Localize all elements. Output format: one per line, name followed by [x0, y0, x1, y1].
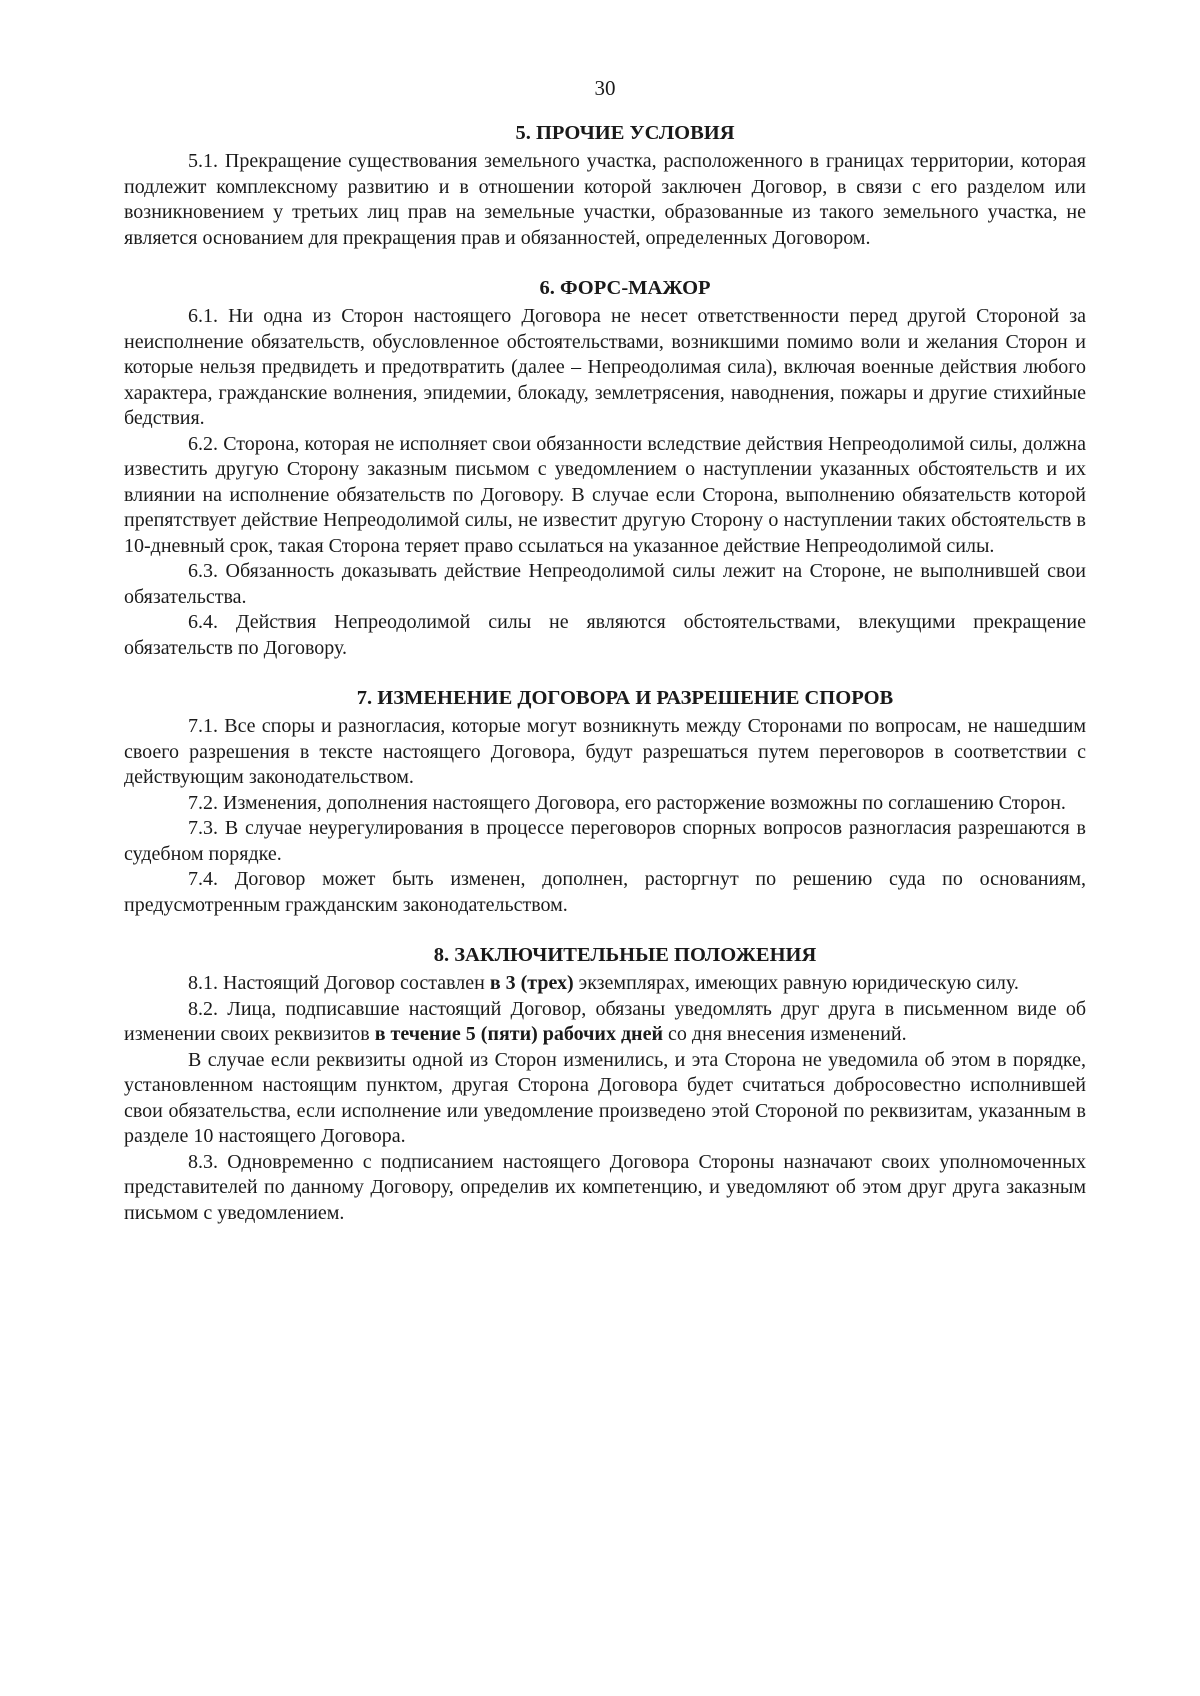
paragraph [124, 610, 1086, 661]
paragraph-text: 7.2. Изменения, дополнения настоящего Договора, его расторжение возможны по соглашению Сторон. [188, 791, 1066, 814]
section [124, 942, 1086, 1226]
paragraph-text: 5.1. Прекращение существования земельного участка, расположенного в границах территории, которая подлежит комплексному развитию и в отношении которой заключен Договор, в связи с его разделом или возникновением у третьих лиц прав на земельные участки, образованные из такого земельного участка, не является основанием для прекращения прав и обязанностей, определенных Договором. [124, 150, 1086, 249]
paragraph-text: 6.1. Ни одна из Сторон настоящего Договора не несет ответственности перед другой Стороной за неисполнение обязательств, обусловленное обстоятельствами, возникшими помимо воли и желания Сторон и которые нельзя предвидеть и предотвратить (далее – Непреодолимая сила), включая военные действия любого характера, гражданские волнения, эпидемии, блокаду, землетрясения, наводнения, пожары и другие стихийные бедствия. [124, 305, 1086, 429]
paragraph [124, 997, 1086, 1048]
paragraph [124, 559, 1086, 610]
paragraph-text: 8.1. Настоящий Договор составлен [188, 972, 490, 994]
paragraph-text: 7.1. Все споры и разногласия, которые могут возникнуть между Сторонами по вопросам, не нашедшим своего разрешения в тексте настоящего Договора, будут разрешаться путем переговоров в соответствии с действующим законодательством. [124, 715, 1086, 788]
paragraph-text: В случае если реквизиты одной из Сторон изменились, и эта Сторона не уведомила об этом в порядке, установленном настоящим пунктом, другая Сторона Договора будет считаться добросовестно исполнившей свои обязательства, если исполнение или уведомление произведено этой Стороной по реквизитам, указанным в разделе 10 настоящего Договора. [124, 1048, 1086, 1147]
paragraph [124, 304, 1086, 432]
paragraph [124, 1150, 1086, 1227]
paragraph [124, 971, 1086, 997]
document-body [124, 120, 1086, 1226]
section-heading: 7. ИЗМЕНЕНИЕ ДОГОВОРА И РАЗРЕШЕНИЕ СПОРОВ [356, 687, 894, 709]
paragraph [124, 1048, 1086, 1150]
section [124, 685, 1086, 918]
bold-text: в 3 (трех) [489, 972, 574, 994]
paragraph [124, 816, 1086, 867]
paragraph-text: 7.3. В случае неурегулирования в процессе переговоров спорных вопросов разногласия разрешаются в судебном порядке. [124, 817, 1086, 865]
paragraph [124, 867, 1086, 918]
paragraph-text: 6.2. Сторона, которая не исполняет свои обязанности вследствие действия Непреодолимой силы, должна известить другую Сторону заказным письмом с уведомлением о наступлении указанных обстоятельств и их влиянии на исполнение обязательств по Договору. В случае если Сторона, выполнению обязательств которой препятствует действие Непреодолимой силы, не известит другую Сторону о наступлении таких обстоятельств в 10-дневный срок, такая Сторона теряет право ссылаться на указанное действие Непреодолимой силы. [124, 432, 1086, 557]
section-heading: 6. ФОРС-МАЖОР [539, 277, 711, 299]
document-page [124, 74, 1086, 1250]
paragraph-text: со дня внесения изменений. [662, 1023, 907, 1045]
paragraph [124, 149, 1086, 251]
section-heading: 8. ЗАКЛЮЧИТЕЛЬНЫЕ ПОЛОЖЕНИЯ [433, 944, 817, 966]
bold-text: в течение 5 (пяти) рабочих дней [374, 1023, 663, 1045]
paragraph-text: 6.3. Обязанность доказывать действие Непреодолимой силы лежит на Стороне, не выполнившей свои обязательства. [124, 560, 1086, 608]
section-heading: 5. ПРОЧИЕ УСЛОВИЯ [515, 122, 735, 144]
paragraph [124, 714, 1086, 791]
paragraph [124, 791, 1086, 817]
page-number: 30 [594, 76, 616, 100]
paragraph-text: экземплярах, имеющих равную юридическую силу. [573, 972, 1019, 994]
paragraph-text: 6.4. Действия Непреодолимой силы не являются обстоятельствами, влекущими прекращение обязательств по Договору. [124, 611, 1086, 659]
paragraph [124, 432, 1086, 560]
paragraph-text: 8.3. Одновременно с подписанием настоящего Договора Стороны назначают своих уполномоченных представителей по данному Договору, определив их компетенцию, и уведомляют об этом друг друга заказным письмом с уведомлением. [124, 1150, 1086, 1224]
section [124, 275, 1086, 661]
paragraph-text: 7.4. Договор может быть изменен, дополнен, расторгнут по решению суда по основаниям, предусмотренным гражданским законодательством. [124, 868, 1086, 916]
section [124, 120, 1086, 251]
paragraph-text: 8.2. Лица, подписавшие настоящий Договор, обязаны уведомлять друг друга в письменном виде об изменении своих реквизитов [124, 997, 1086, 1045]
